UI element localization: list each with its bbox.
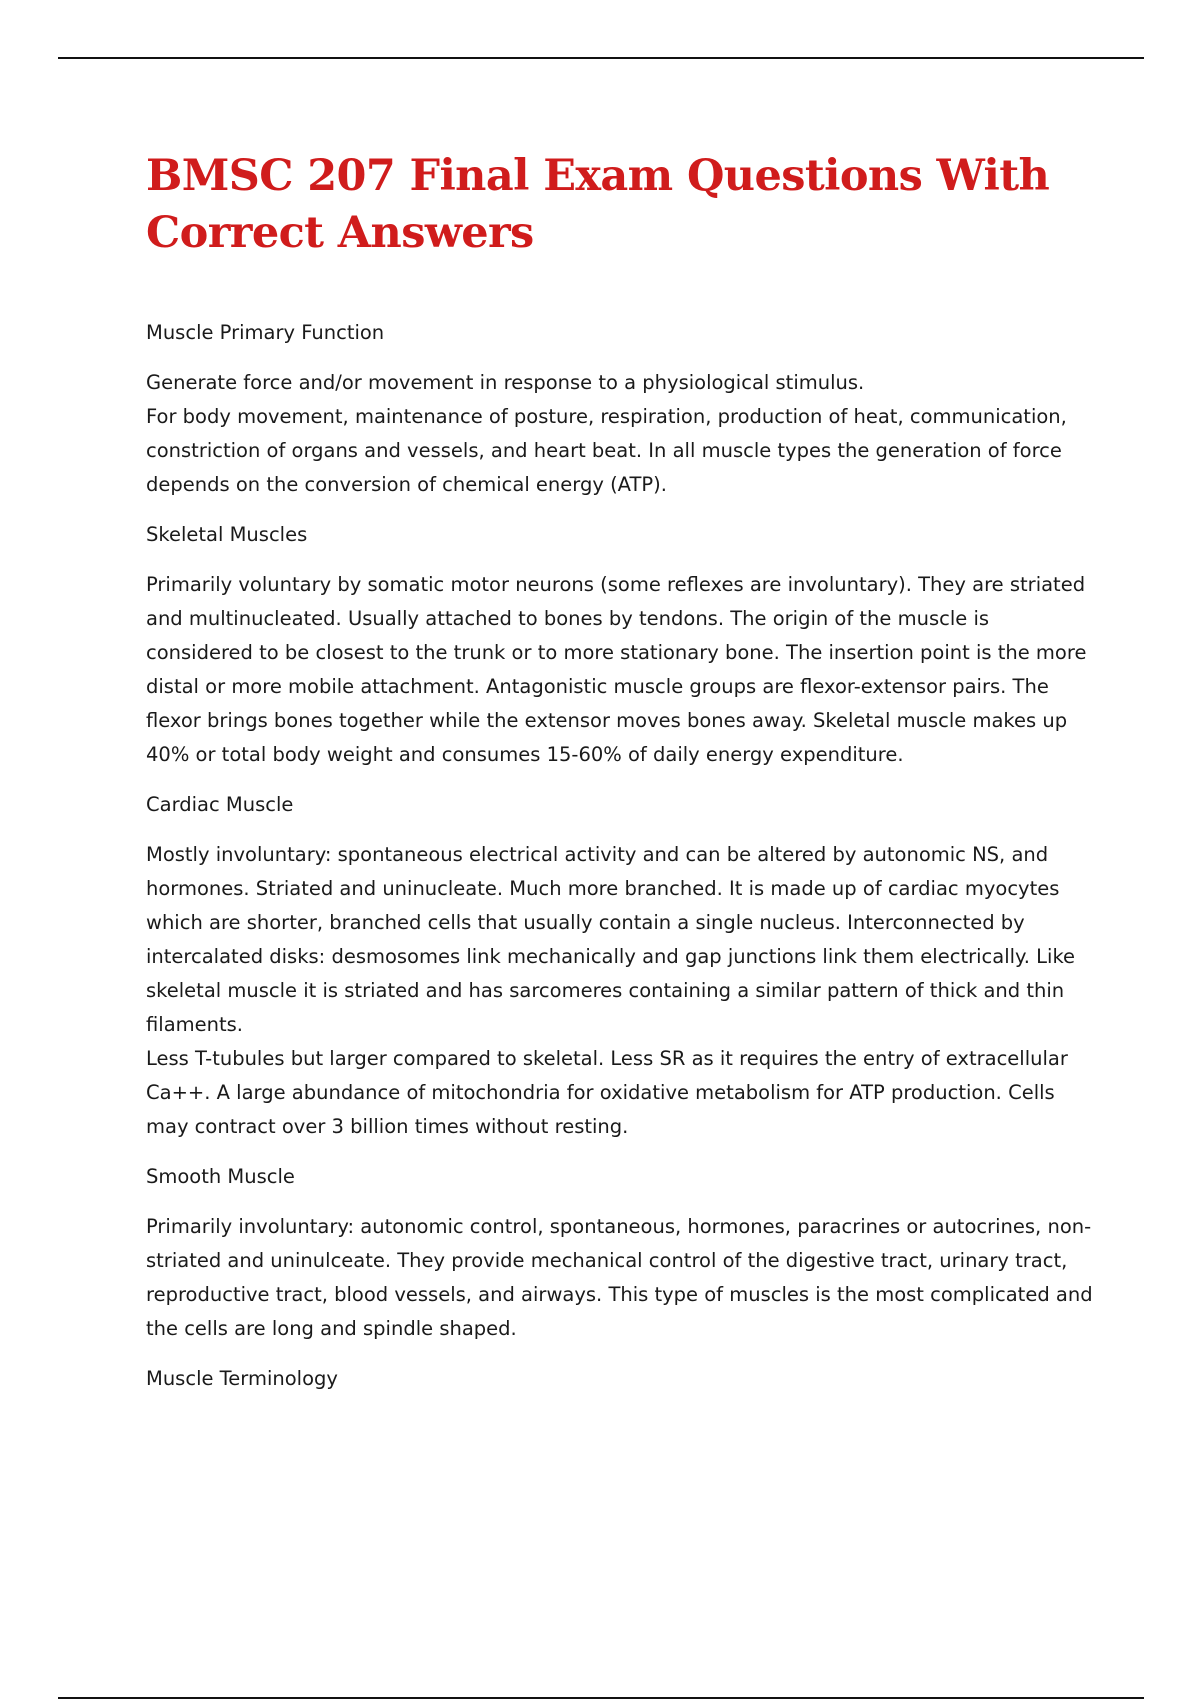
answer-paragraph: Mostly involuntary: spontaneous electrical activity and can be altered by autonomic NS, and hormones. Striated and uninucleate. Much more branched. It is made up of cardiac myocytes which are shorter, branched cells that usually contain a single nucleus. Interconnected by intercalated disks: desmosomes link mechanically and gap junctions link them electrically. Like skeletal muscle it is striated and has sarcomeres containing a similar pattern of thick and thin filaments. [146,843,1076,1036]
answer-text [146,568,1096,772]
answer-paragraph: Generate force and/or movement in response to a physiological stimulus. [146,371,865,394]
answer-text [146,1210,1096,1346]
question-term: Muscle Terminology [146,1367,338,1390]
answer-paragraph: Primarily voluntary by somatic motor neurons (some reflexes are involuntary). They are striated and multinucleated. Usually attached to bones by tendons. The origin of the muscle is considered to be closest to the trunk or to more stationary bone. The insertion point is the more distal or more mobile attachment. Antagonistic muscle groups are flexor-extensor pairs. The flexor brings bones together while the extensor moves bones away. Skeletal muscle makes up 40% or total body weight and consumes 15-60% of daily energy expenditure. [146,573,1087,766]
answer-text [146,366,1096,502]
qa-section [146,1362,1096,1396]
document-body [146,148,1096,1396]
answer-paragraph: Less T-tubules but larger compared to skeletal. Less SR as it requires the entry of extracellular Ca++. A large abundance of mitochondria for oxidative metabolism for ATP production. Cells may contract over 3 billion times without resting. [146,1047,1068,1138]
document-title: BMSC 207 Final Exam Questions With Correct Answers [146,151,1050,258]
bottom-rule [58,1697,1144,1699]
question-term: Muscle Primary Function [146,321,385,344]
qa-section [146,1160,1096,1346]
answer-paragraph: For body movement, maintenance of posture, respiration, production of heat, communication, constriction of organs and vessels, and heart beat. In all muscle types the generation of force depends on the conversion of chemical energy (ATP). [146,405,1067,496]
answer-paragraph: Primarily involuntary: autonomic control, spontaneous, hormones, paracrines or autocrines, non-striated and uninulceate. They provide mechanical control of the digestive tract, urinary tract, reproductive tract, blood vessels, and airways. This type of muscles is the most complicated and the cells are long and spindle shaped. [146,1215,1093,1340]
qa-section [146,518,1096,772]
qa-section [146,788,1096,1144]
question-term: Smooth Muscle [146,1165,295,1188]
top-rule [58,57,1144,59]
qa-section [146,316,1096,502]
answer-text [146,838,1096,1144]
question-term: Skeletal Muscles [146,523,308,546]
question-term: Cardiac Muscle [146,793,294,816]
